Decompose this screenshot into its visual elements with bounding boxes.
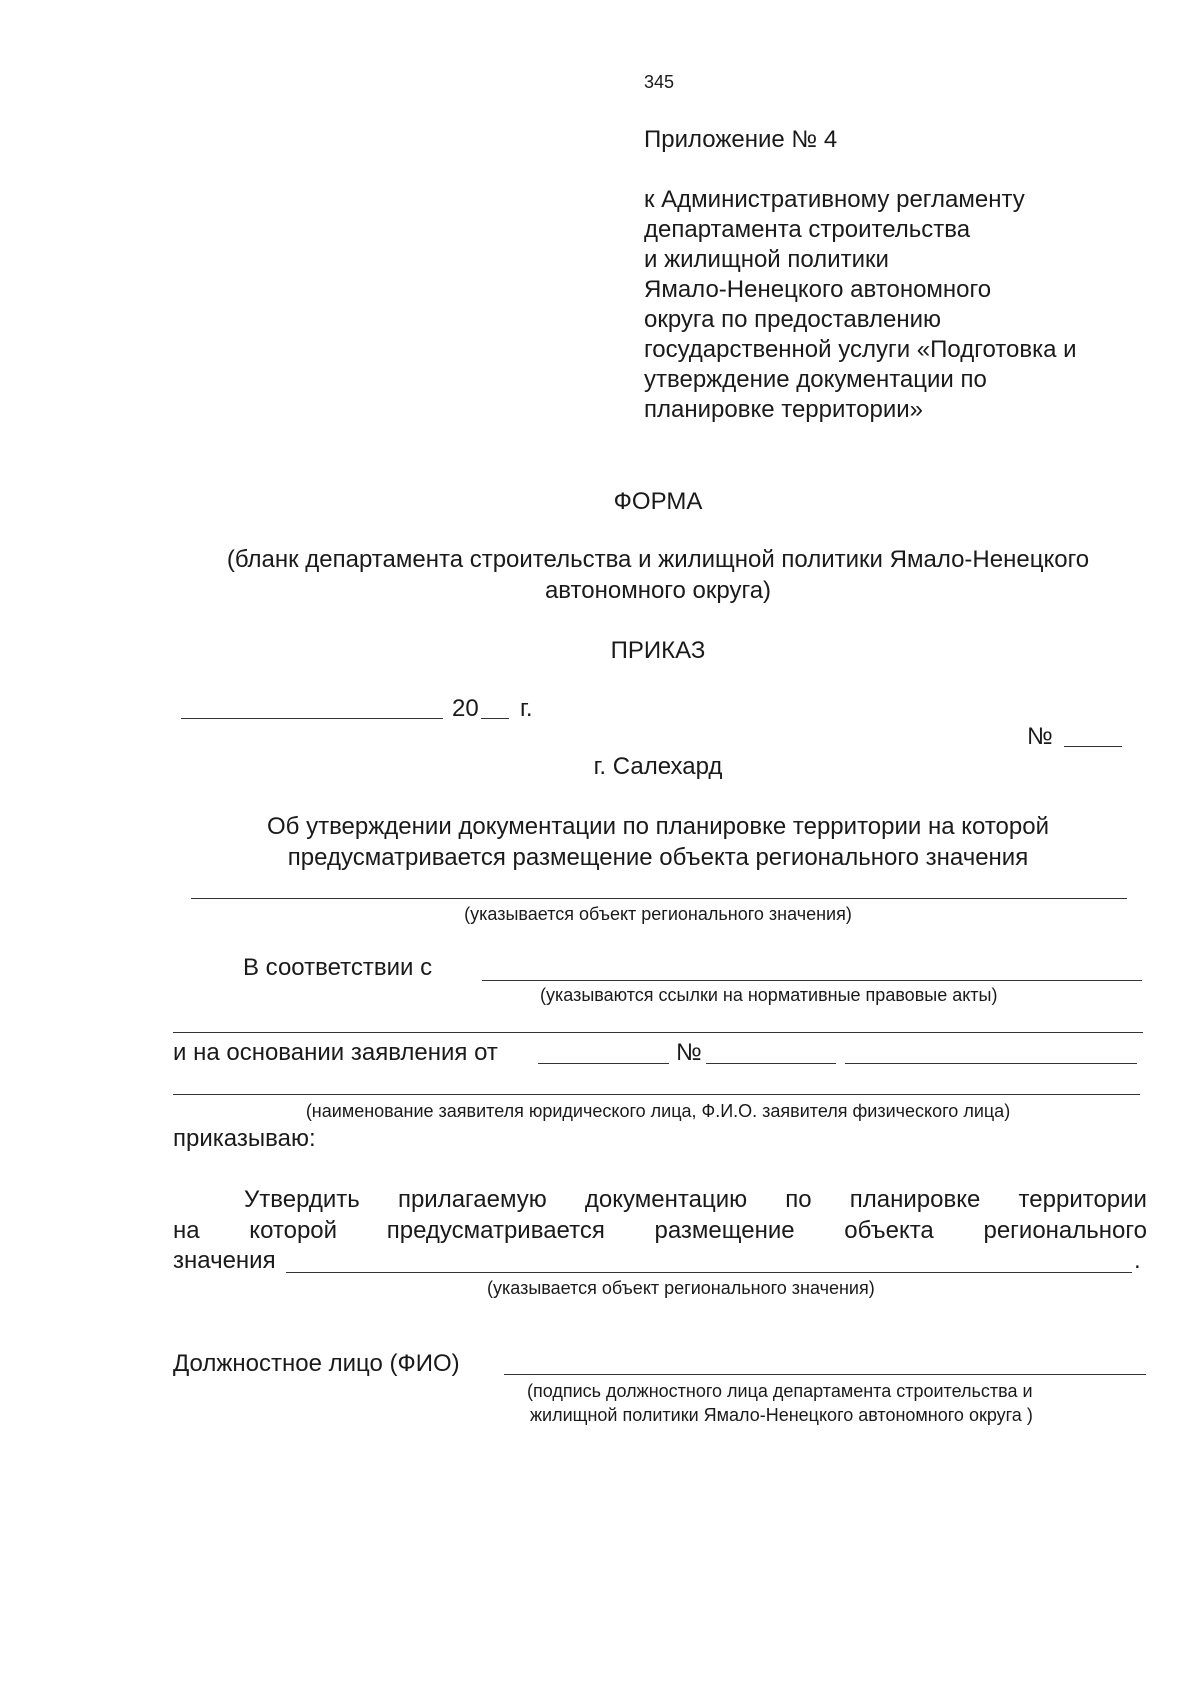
according-blank-line [482, 980, 1142, 981]
basis-extra-blank [845, 1063, 1137, 1064]
appendix-title: Приложение № 4 [644, 126, 838, 153]
order-number-blank [1064, 746, 1122, 747]
approve-word: по [785, 1186, 812, 1213]
appendix-line: планировке территории» [644, 396, 923, 423]
date-blank-line [181, 718, 443, 719]
appendix-line: государственной услуги «Подготовка и [644, 336, 1077, 363]
form-title: ФОРМА [613, 488, 703, 515]
approve-line1 [244, 1185, 1147, 1215]
approve-line2 [173, 1216, 1147, 1246]
basis-number-label: № [676, 1039, 702, 1066]
approve-word: территории [1018, 1186, 1147, 1213]
page-number: 345 [644, 72, 675, 92]
approve-hint: (указывается объект регионального значения) [487, 1278, 875, 1298]
blank-note-line1: (бланк департамента строительства и жилищной политики Ямало-Ненецкого [226, 546, 1090, 573]
according-hint: (указываются ссылки на нормативные правовые акты) [540, 985, 998, 1005]
subject-hint: (указывается объект регионального значения) [464, 904, 852, 924]
subject-line2: предусматривается размещение объекта регионального значения [287, 844, 1029, 871]
order-number-label: № [1027, 723, 1053, 750]
approve-word: предусматривается [386, 1217, 605, 1244]
approve-word: объекта [844, 1217, 934, 1244]
official-hint-line1: (подпись должностного лица департамента строительства и [527, 1381, 1033, 1401]
subject-line1: Об утверждении документации по планировке территории на которой [267, 813, 1049, 840]
official-hint-line2: жилищной политики Ямало-Ненецкого автономного округа ) [530, 1405, 1033, 1425]
order-title: ПРИКАЗ [610, 637, 706, 664]
approve-word: размещение [654, 1217, 795, 1244]
appendix-line: к Административному регламенту [644, 186, 1025, 213]
blank-note-line2: автономного округа) [544, 577, 772, 604]
appendix-line: Ямало-Ненецкого автономного [644, 276, 992, 303]
basis-label: и на основании заявления от [173, 1039, 498, 1066]
signature-blank-line [504, 1374, 1146, 1375]
approve-word: регионального [983, 1217, 1147, 1244]
approve-word: на [173, 1217, 200, 1244]
year-prefix: 20 [452, 695, 479, 722]
approve-word: планировке [849, 1186, 981, 1213]
approve-line3-prefix: значения [173, 1247, 276, 1274]
appendix-line: департамента строительства [644, 216, 971, 243]
appendix-line: округа по предоставлению [644, 306, 941, 333]
applicant-blank-line [173, 1094, 1140, 1095]
city: г. Салехард [593, 753, 723, 780]
according-label: В соответствии с [243, 954, 433, 981]
approve-word: которой [249, 1217, 338, 1244]
approve-word: Утвердить [244, 1186, 360, 1213]
year-suffix: г. [520, 695, 533, 722]
basis-date-blank [538, 1063, 669, 1064]
approve-line3-end: . [1134, 1247, 1141, 1274]
appendix-line: утверждение документации по [644, 366, 987, 393]
approve-word: документацию [584, 1186, 748, 1213]
basis-hint: (наименование заявителя юридического лица, Ф.И.О. заявителя физического лица) [305, 1101, 1011, 1121]
approve-word: прилагаемую [397, 1186, 547, 1213]
according-continuation-line [173, 1032, 1143, 1033]
appendix-line: и жилищной политики [644, 246, 889, 273]
order-word: приказываю: [173, 1125, 316, 1152]
year-blank-line [481, 718, 509, 719]
approve-object-blank [286, 1272, 1132, 1273]
basis-number-blank [706, 1063, 836, 1064]
subject-blank-line [191, 898, 1127, 899]
official-label: Должностное лицо (ФИО) [173, 1350, 460, 1377]
